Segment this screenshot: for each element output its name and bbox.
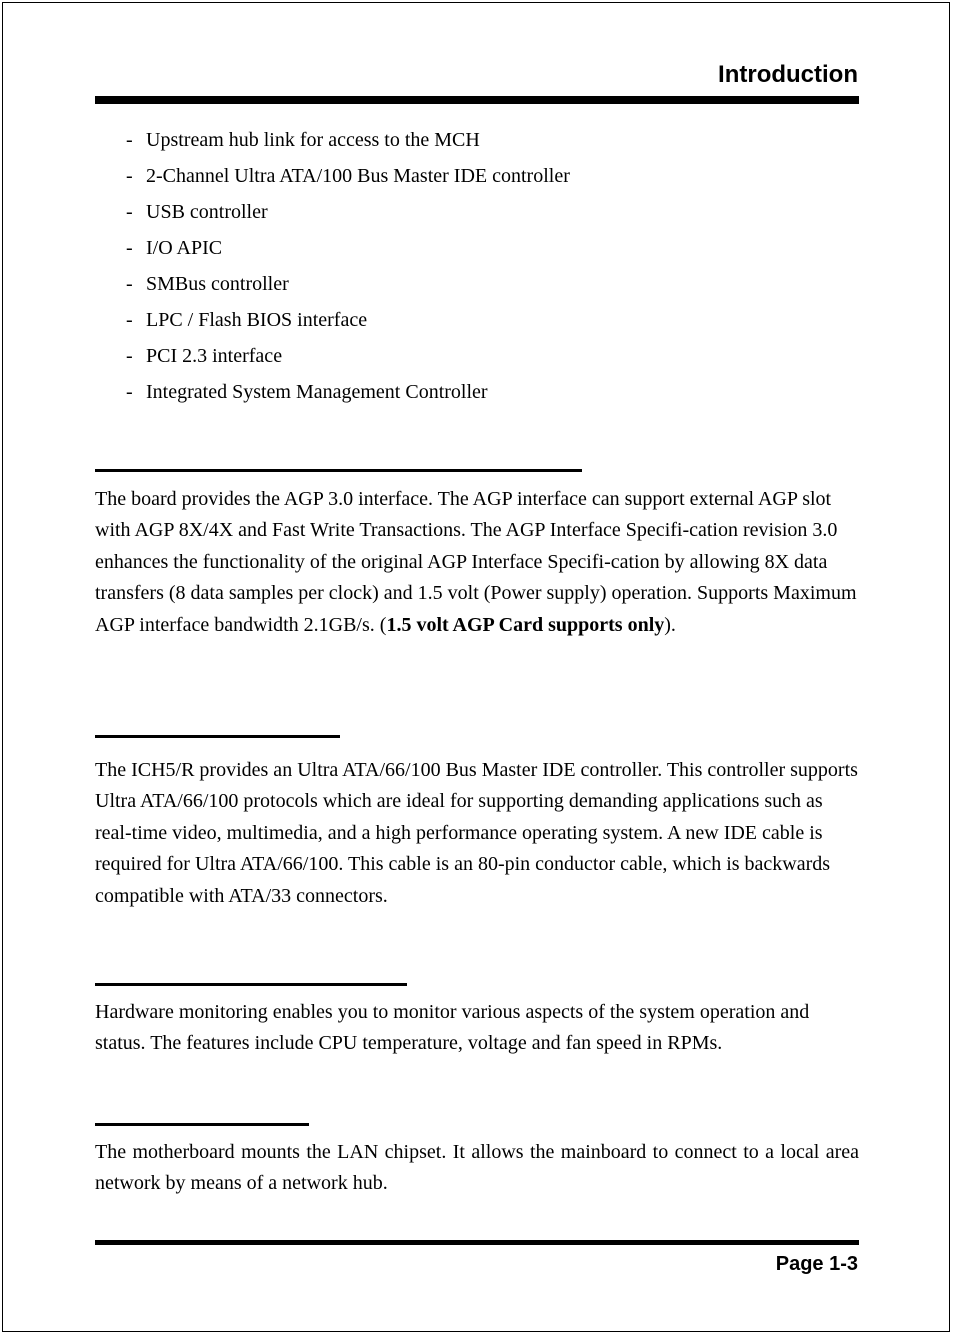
section-heading-rule-ide — [95, 735, 340, 738]
section-heading-rule-hwmon — [95, 983, 407, 986]
list-item — [126, 194, 570, 230]
lan-paragraph: The motherboard mounts the LAN chipset. It allows the mainboard to connect to a local area network by means of a network hub. — [95, 1141, 859, 1195]
list-item — [126, 266, 570, 302]
agp-emphasis: 1.5 volt AGP Card supports only — [386, 613, 665, 636]
bullet-marker: - — [126, 129, 133, 151]
page-number: Page 1-3 — [775, 1253, 858, 1275]
section-heading-rule-agp — [95, 469, 582, 472]
list-item — [126, 374, 570, 410]
list-item-text: SMBus controller — [146, 273, 289, 295]
bullet-marker: - — [126, 381, 133, 403]
section-heading-rule-lan — [95, 1123, 309, 1126]
chapter-title: Introduction — [718, 61, 858, 88]
bullet-marker: - — [126, 165, 133, 187]
agp-tail: ). — [664, 613, 676, 636]
list-item — [126, 122, 570, 158]
feature-list — [126, 122, 570, 410]
bullet-marker: - — [126, 237, 133, 259]
list-item-text: USB controller — [146, 201, 268, 223]
list-item — [126, 158, 570, 194]
bullet-marker: - — [126, 345, 133, 367]
bullet-marker: - — [126, 201, 133, 223]
hwmon-paragraph: Hardware monitoring enables you to monitor various aspects of the system operation and status. The features include CPU temperature, voltage and fan speed in RPMs. — [95, 1001, 810, 1055]
list-item-text: 2-Channel Ultra ATA/100 Bus Master IDE controller — [146, 165, 570, 187]
agp-text: The board provides the AGP 3.0 interface. The AGP interface can support external AGP slot with AGP 8X/4X and Fast Write Transactions. The AGP Interface Specifi-cation revision 3.0 enhances the functionality of the original AGP Interface Specifi-cation by allowing 8X data transfers (8 data samples per clock) and 1.5 volt (Power supply) operation. Supports Maximum AGP interface bandwidth 2.1GB/s. ( — [95, 488, 857, 636]
list-item — [126, 302, 570, 338]
list-item — [126, 230, 570, 266]
list-item-text: Upstream hub link for access to the MCH — [146, 129, 480, 151]
bullet-marker: - — [126, 273, 133, 295]
list-item-text: Integrated System Management Controller — [146, 381, 488, 403]
list-item — [126, 338, 570, 374]
list-item-text: LPC / Flash BIOS interface — [146, 309, 368, 331]
header-rule — [95, 96, 859, 104]
list-item-text: PCI 2.3 interface — [146, 345, 283, 367]
list-item-text: I/O APIC — [146, 237, 223, 259]
agp-paragraph — [95, 484, 859, 641]
bullet-marker: - — [126, 309, 133, 331]
footer-rule — [95, 1240, 859, 1245]
ide-paragraph: The ICH5/R provides an Ultra ATA/66/100 Bus Master IDE controller. This controller supports Ultra ATA/66/100 protocols which are ideal for supporting demanding applications such as real-time video, multimedia, and a high performance operating system. A new IDE cable is required for Ultra ATA/66/100. This cable is an 80-pin conductor cable, which is backwards compatible with ATA/33 connectors. — [95, 759, 858, 907]
